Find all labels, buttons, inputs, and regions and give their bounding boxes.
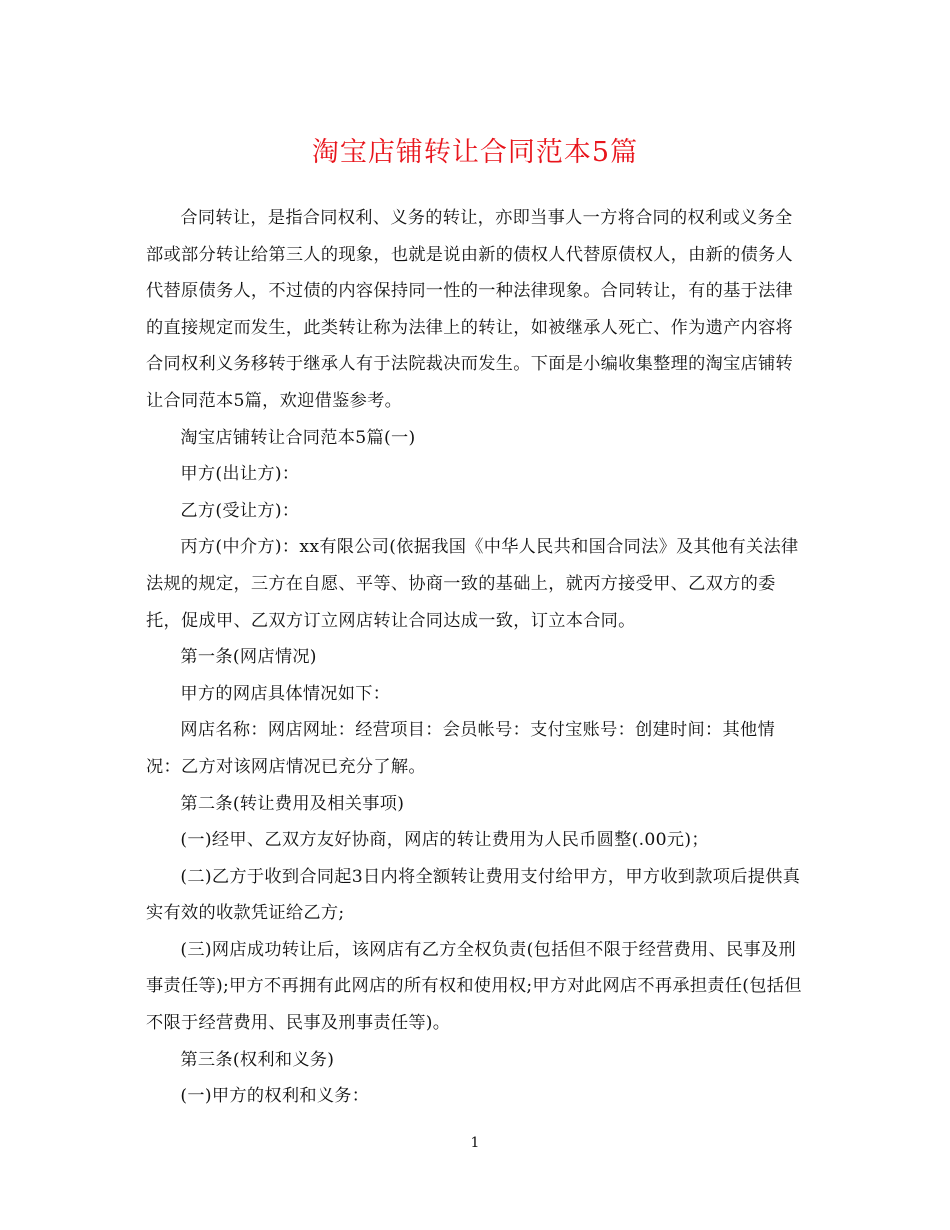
paragraph-section-heading: 淘宝店铺转让合同范本5篇(一): [180, 427, 416, 448]
paragraph-party-c: 丙方(中介方)：xx有限公司(依据我国《中华人民共和国合同法》及其他有关法律法规的规定，三方在自愿、平等、协商一致的基础上，就丙方接受甲、乙双方的委托，促成甲、乙双方订立网店转让合同达成一致，订立本合同。: [146, 537, 799, 631]
paragraph-clause-2-3: (三)网店成功转让后，该网店有乙方全权负责(包括但不限于经营费用、民事及刑事责任等);甲方不再拥有此网店的所有权和使用权;甲方对此网店不再承担责任(包括但不限于经营费用、民事及刑事责任等)。: [146, 939, 802, 1034]
paragraph-article-2: 第二条(转让费用及相关事项): [180, 793, 405, 814]
paragraph-article-1: 第一条(网店情况): [180, 647, 317, 668]
paragraph-party-a: 甲方(出让方)：: [180, 464, 300, 485]
paragraph-intro: 合同转让，是指合同权利、义务的转让，亦即当事人一方将合同的权利或义务全部或部分转让给第三人的现象，也就是说由新的债权人代替原债权人，由新的债务人代替原债务人，不过债的内容保持同一性的一种法律现象。合同转让，有的基于法律的直接规定而发生，此类转让称为法律上的转让，如被继承人死亡、作为遗产内容将合同权利义务移转于继承人有于法院裁决而发生。下面是小编收集整理的淘宝店铺转让合同范本5篇，欢迎借鉴参考。: [146, 208, 794, 411]
paragraph-clause-2-1: (一)经甲、乙双方友好协商，网店的转让费用为人民币圆整(.00元)；: [180, 830, 709, 851]
document-body: [146, 200, 806, 1115]
paragraph-shop-details: 网店名称：网店网址：经营项目：会员帐号：支付宝账号：创建时间：其他情况：乙方对该网店情况已充分了解。: [146, 720, 775, 777]
paragraph-clause-3-1: (一)甲方的权利和义务：: [180, 1086, 370, 1107]
document-title: 淘宝店铺转让合同范本5篇: [311, 137, 639, 168]
paragraph-clause-2-2: (二)乙方于收到合同起3日内将全额转让费用支付给甲方，甲方收到款项后提供真实有效的收款凭证给乙方;: [146, 866, 801, 924]
paragraph-shop-intro: 甲方的网店具体情况如下：: [180, 683, 391, 704]
paragraph-article-3: 第三条(权利和义务): [180, 1049, 335, 1070]
paragraph-party-b: 乙方(受让方)：: [180, 500, 300, 521]
page-number: 1: [470, 1135, 480, 1151]
